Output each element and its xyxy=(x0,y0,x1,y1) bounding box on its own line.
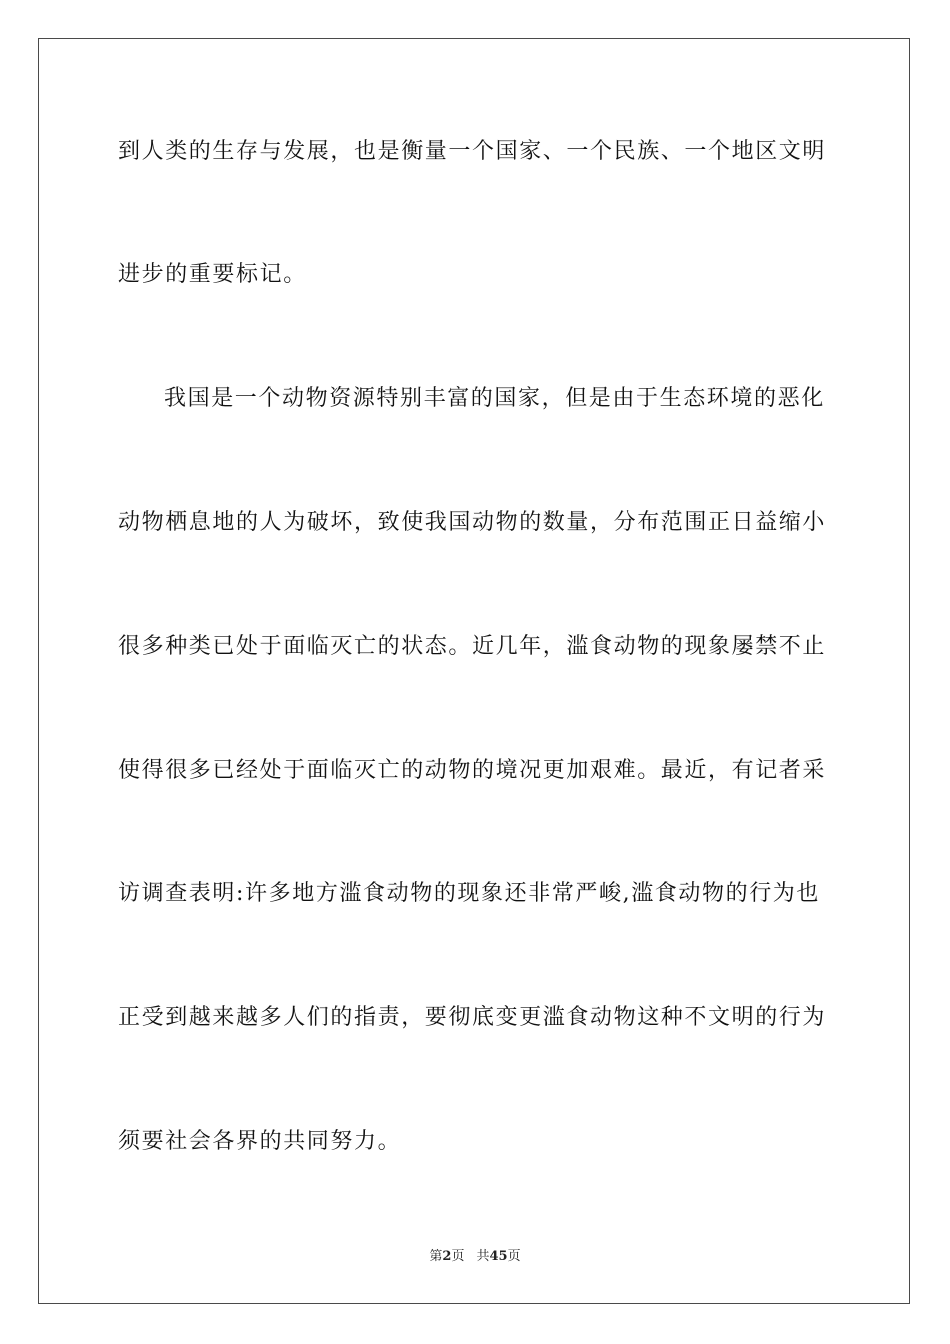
page-suffix: 页 xyxy=(451,1249,465,1264)
total-prefix: 共 xyxy=(476,1249,490,1264)
page-border xyxy=(38,38,910,1304)
page-number: 2 xyxy=(442,1249,452,1264)
body-text-line: 访调查表明:许多地方滥食动物的现象还非常严峻,滥食动物的行为也 xyxy=(118,881,821,906)
body-text-line: 很多种类已处于面临灭亡的状态。近几年，滥食动物的现象屡禁不止 xyxy=(118,634,827,659)
body-text-line: 动物栖息地的人为破坏，致使我国动物的数量，分布范围正日益缩小 xyxy=(118,510,827,535)
body-text-line: 使得很多已经处于面临灭亡的动物的境况更加艰难。最近，有记者采 xyxy=(118,758,827,783)
body-text-line: 正受到越来越多人们的指责，要彻底变更滥食动物这种不文明的行为 xyxy=(118,1005,827,1030)
body-text-line: 进步的重要标记。 xyxy=(118,262,307,287)
body-text-line: 到人类的生存与发展，也是衡量一个国家、一个民族、一个地区文明 xyxy=(118,139,827,164)
page-prefix: 第 xyxy=(429,1249,443,1264)
body-text-line: 须要社会各界的共同努力。 xyxy=(118,1129,402,1154)
page-footer xyxy=(0,1248,950,1266)
total-pages: 45 xyxy=(489,1249,508,1264)
paragraph-first-line: 我国是一个动物资源特别丰富的国家，但是由于生态环境的恶化 xyxy=(164,386,825,411)
total-suffix: 页 xyxy=(507,1249,521,1264)
